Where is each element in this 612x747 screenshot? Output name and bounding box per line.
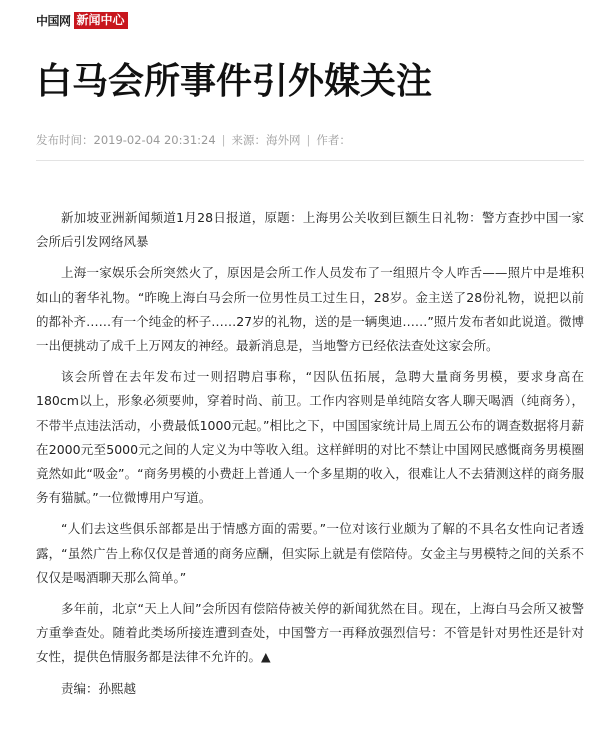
logo-channel-badge[interactable]: 新闻中心 (74, 12, 128, 29)
logo-brand: 中国网 (36, 14, 71, 28)
paragraph: “人们去这些俱乐部都是出于情感方面的需要。”一位对该行业颇为了解的不具名女性向记者透露，“虽然广告上称仅仅是普通的商务应酬，但实际上就是有偿陪侍。女金主与男模特之间的关系不仅仅是喝酒聊天那么简单。” (36, 521, 584, 585)
published-label: 发布时间： (36, 133, 94, 147)
published-time: 2019-02-04 20:31:24 (93, 133, 216, 147)
article-body (36, 206, 584, 701)
paragraph: 新加坡亚洲新闻频道1月28日报道，原题：上海男公关收到巨额生日礼物：警方查抄中国一家会所后引发网络风暴 (36, 210, 584, 250)
site-logo[interactable] (36, 12, 128, 29)
paragraph: 该会所曾在去年发布过一则招聘启事称，“因队伍拓展，急聘大量商务男模，要求身高在180cm以上，形象必须要帅，穿着时尚、前卫。工作内容则是单纯陪女客人聊天喝酒（纯商务），不带半点违法活动，小费最低1000元起。”相比之下，中国国家统计局上周五公布的调查数据将月薪在2000元至5000元之间的人定义为中等收入组。这样鲜明的对比不禁让中国网民感慨商务男模圈竟然如此“吸金”。“商务男模的小费赶上普通人一个多星期的收入，很难让人不去猜测这样的商务服务有猫腻。”一位微博用户写道。 (36, 369, 584, 506)
article-title: 白马会所事件引外媒关注 (36, 61, 433, 102)
author-label: 作者： (316, 133, 351, 147)
article-meta (36, 132, 351, 148)
paragraph: 上海一家娱乐会所突然火了，原因是会所工作人员发布了一组照片令人咋舌——照片中是堆积如山的奢华礼物。“昨晚上海白马会所一位男性员工过生日，28岁。金主送了28份礼物，说把以前的都补齐……有一个纯金的杯子……27岁的礼物，送的是一辆奥迪……”照片发布者如此说道。微博一出便挑动了成千上万网友的神经。最新消息是，当地警方已经依法查处这家会所。 (36, 265, 584, 354)
paragraph: 多年前，北京“天上人间”会所因有偿陪侍被关停的新闻犹然在目。现在，上海白马会所又被警方重拳查处。随着此类场所接连遭到查处，中国警方一再释放强烈信号：不管是针对男性还是针对女性，提供色情服务都是法律不允许的。▲ (36, 601, 584, 665)
meta-separator: | (306, 133, 311, 147)
source-name[interactable]: 海外网 (266, 133, 301, 147)
meta-separator: | (221, 133, 226, 147)
source-label: 来源： (231, 133, 267, 147)
article-editor: 责编：孙熙越 (61, 680, 137, 696)
header-divider (36, 160, 584, 161)
